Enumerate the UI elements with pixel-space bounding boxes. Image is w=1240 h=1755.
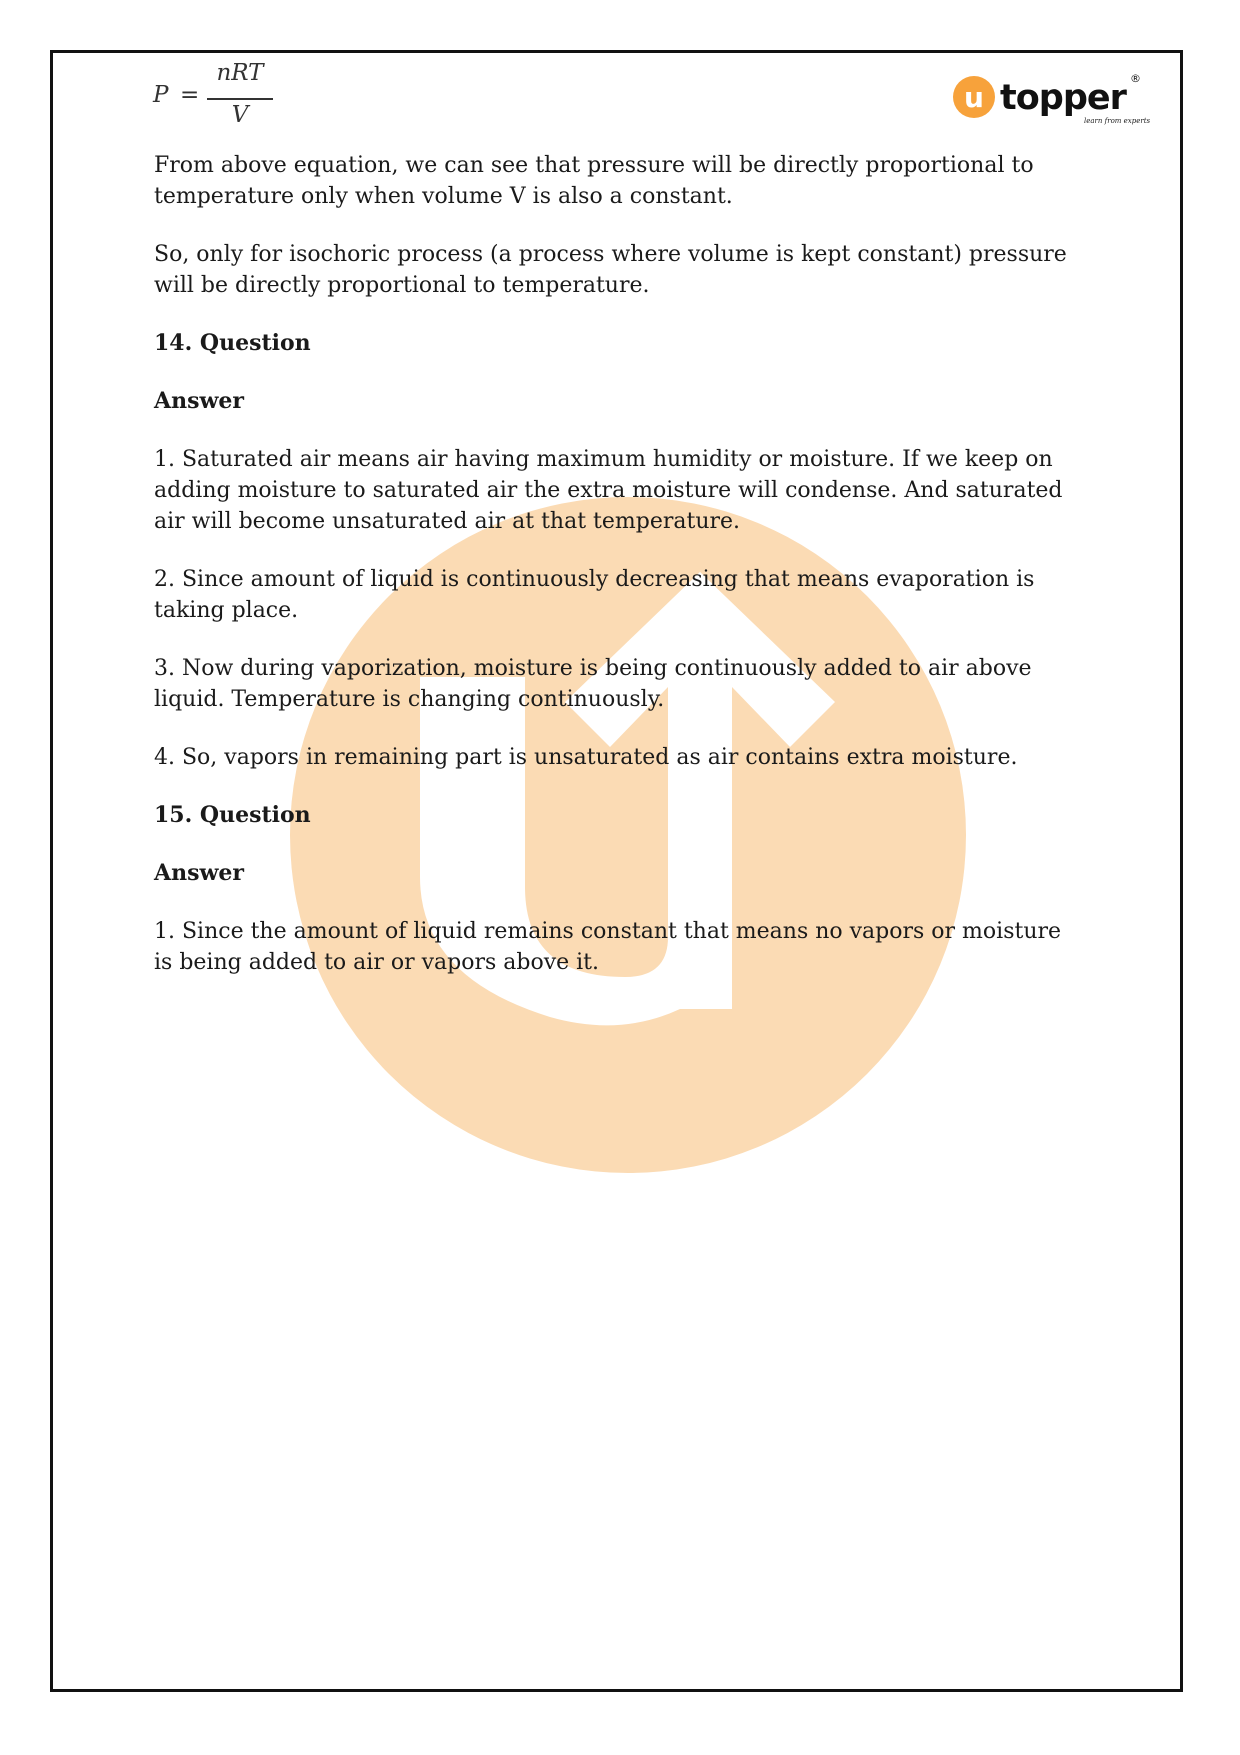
question-15-title: 15. Question (154, 802, 311, 828)
question-15-answer-label: Answer (154, 860, 244, 886)
answer-14-point: 1. Saturated air means air having maximum humidity or moisture. If we keep on adding moisture to saturated air the extra moisture will condense. And saturated air will become unsaturated air at that temperature. (154, 447, 1063, 534)
formula-denominator: V (231, 102, 249, 128)
answer-15-point: 1. Since the amount of liquid remains constant that means no vapors or moisture is being added to air or vapors above it. (154, 919, 1062, 975)
answer-14-point: 2. Since amount of liquid is continuously decreasing that means evaporation is taking place. (154, 567, 1035, 623)
logo-tagline: learn from experts (1084, 117, 1151, 125)
formula-lhs: P (153, 82, 169, 108)
fraction-bar (207, 98, 273, 100)
question-14-title: 14. Question (154, 330, 311, 356)
document-body (154, 150, 1084, 1005)
intro-paragraph-1: From above equation, we can see that pressure will be directly proportional to temperature only when volume V is also a constant. (154, 153, 1034, 209)
logo-registered-mark: ® (1130, 72, 1141, 85)
logo-icon-letter: u (964, 81, 984, 114)
answer-14-point: 3. Now during vaporization, moisture is being continuously added to air above liquid. Temperature is changing continuously. (154, 656, 1032, 712)
ideal-gas-formula (153, 60, 283, 132)
answer-14-point: 4. So, vapors in remaining part is unsaturated as air contains extra moisture. (154, 745, 1018, 770)
formula-equals: = (180, 82, 200, 108)
intro-paragraph-2: So, only for isochoric process (a process where volume is kept constant) pressure will be directly proportional to temperature. (154, 242, 1067, 298)
question-14-answer-label: Answer (154, 388, 244, 414)
utopper-logo (952, 66, 1152, 132)
logo-brand-text: topper (1000, 78, 1126, 118)
formula-numerator: nRT (216, 60, 264, 86)
